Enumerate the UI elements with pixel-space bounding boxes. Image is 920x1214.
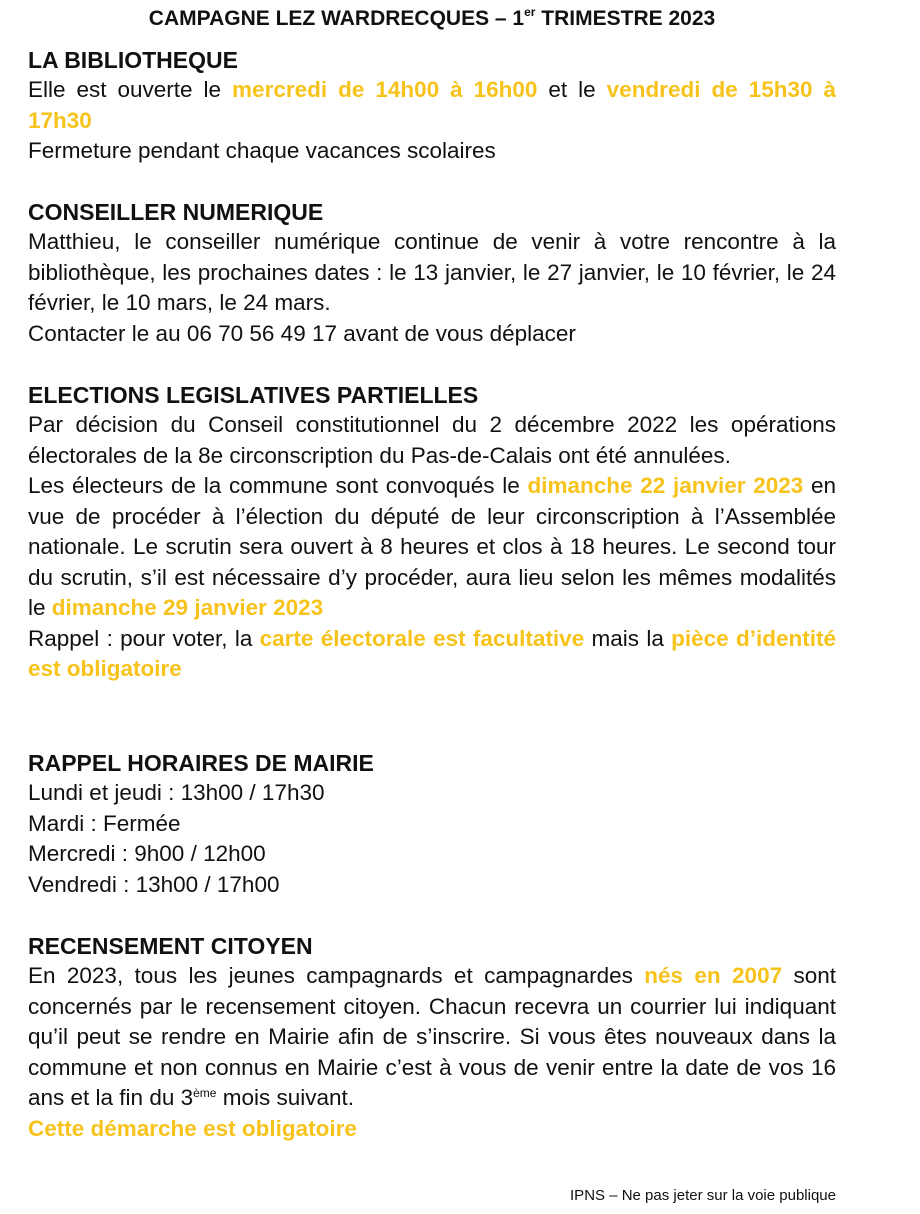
opening-hours-text: Elle est ouverte le mercredi de 14h00 à 16h00 et le vendredi de 15h30 à 17h30 [28,77,836,133]
highlight-second-round-date: dimanche 29 janvier 2023 [51,595,324,620]
section-recensement [28,931,836,1144]
footer-notice: IPNS – Ne pas jeter sur la voie publique [570,1187,836,1204]
highlight-birth-year: nés en 2007 [644,963,783,988]
conseiller-text: Matthieu, le conseiller numérique continue de venir à votre rencontre à la bibliothèque, les prochaines dates : le 13 janvier, le 27 janvier, le 10 février, le 24 février, le 10 mars, le 24 mars. [28,229,836,315]
recensement-text: En 2023, tous les jeunes campagnards et campagnardes nés en 2007 sont concernés par le recensement citoyen. Chacun recevra un courrier lui indiquant qu’il peut se rendre en Mairie afin de s’inscrire. Si vous êtes nouveaux dans la commune et non connus en Mairie c’est à vous de venir entre la date de vos 16 ans et la fin du 3ème mois suivant. [28,963,836,1110]
contact-text: Contacter le au 06 70 56 49 17 avant de vous déplacer [28,320,576,346]
section-heading: ELECTIONS LEGISLATIVES PARTIELLES [28,382,479,408]
section-heading: RECENSEMENT CITOYEN [28,933,313,959]
highlight-carte-electorale: carte électorale est facultative [259,625,585,651]
obligation-notice: Cette démarche est obligatoire [28,1115,357,1141]
closure-text: Fermeture pendant chaque vacances scolaires [28,138,496,163]
title-text-end: TRIMESTRE 2023 [535,7,716,30]
highlight-piece-identite: pièce d’identité est obligatoire [28,625,836,681]
section-elections [28,380,836,685]
section-bibliotheque [28,45,836,167]
section-horaires-mairie [28,748,836,900]
elections-decision-text: Par décision du Conseil constitutionnel du 2 décembre 2022 les opérations électorales de la 8e circonscription du Pas-de-Calais ont été annulées. [28,412,836,468]
hours-line: Lundi et jeudi : 13h00 / 17h30 [28,780,325,805]
page-title [28,6,836,32]
highlight-first-round-date: dimanche 22 janvier 2023 [527,473,804,498]
hours-line: Mercredi : 9h00 / 12h00 [28,841,266,866]
elections-convocation-text: Les électeurs de la commune sont convoqués le dimanche 22 janvier 2023 en vue de procéder à l’élection du député de leur circonscription à l’Assemblée nationale. Le scrutin sera ouvert à 8 heures et clos à 18 heures. Le second tour du scrutin, s’il est nécessaire d’y procéder, aura lieu selon les mêmes modalités le dimanche 29 janvier 2023 [28,473,837,620]
highlight-friday: vendredi de 15h30 à 17h30 [28,77,836,133]
elections-rappel-text: Rappel : pour voter, la carte électorale est facultative mais la pièce d’identité est obligatoire [28,625,836,681]
section-heading: LA BIBLIOTHEQUE [28,47,238,73]
section-heading: RAPPEL HORAIRES DE MAIRIE [28,750,374,776]
section-heading: CONSEILLER NUMERIQUE [28,199,324,225]
title-text: CAMPAGNE LEZ WARDRECQUES – 1 [148,7,525,30]
section-conseiller-numerique [28,197,836,349]
hours-line: Vendredi : 13h00 / 17h00 [28,871,280,897]
highlight-wednesday: mercredi de 14h00 à 16h00 [232,77,538,102]
hours-line: Mardi : Fermée [28,810,181,836]
title-superscript: er [524,5,536,19]
